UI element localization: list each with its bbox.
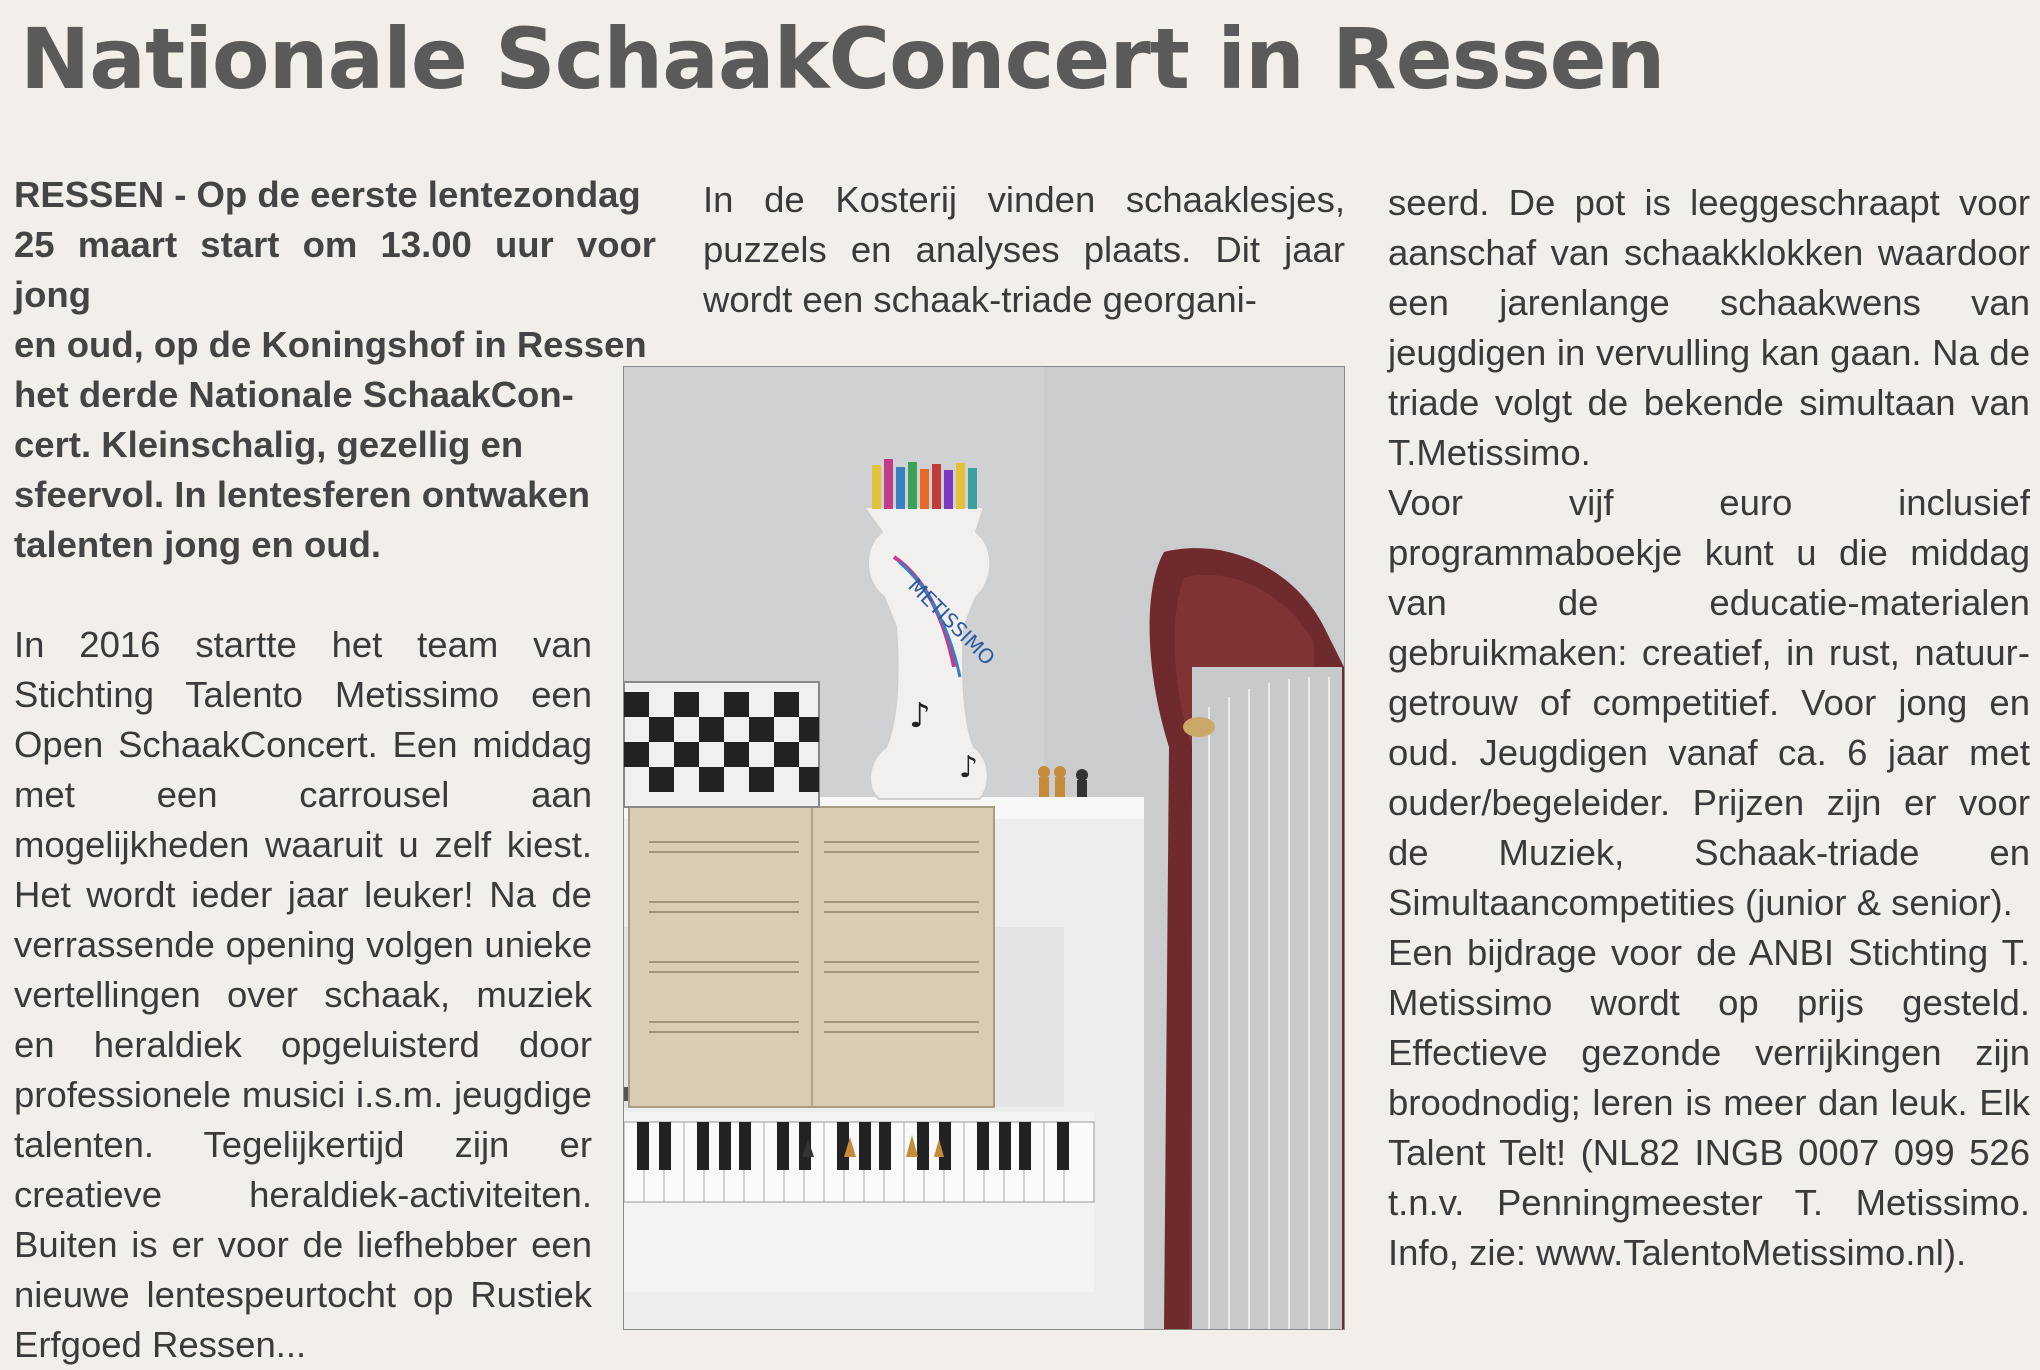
lead-line: het derde Nationale SchaakCon- <box>14 374 574 415</box>
article-photo <box>623 366 1345 1330</box>
pawns <box>1038 766 1088 797</box>
lead-line: RESSEN - Op de eerste lentezondag <box>14 174 641 215</box>
body-paragraph: seerd. De pot is leeggeschraapt voor aanschaf van schaakklokken waardoor een jarenlange schaakwens van jeugdigen in vervulling kan gaan. Na de triade volgt de bekende simultaan van T.Metissimo. <box>1388 182 2030 473</box>
lead-line: 25 maart start om 13.00 uur voor jong <box>14 224 656 315</box>
vase-lettering: METISSIMO <box>903 573 1000 670</box>
svg-text:♪: ♪ <box>959 750 979 785</box>
lead-line: sfeervol. In lentesferen ontwaken <box>14 474 591 515</box>
chess-board <box>624 682 819 807</box>
column-2 <box>703 175 1345 325</box>
body-paragraph: In de Kosterij vinden schaaklesjes, puzzels en analyses plaats. Dit jaar wordt een schaak-triade georgani- <box>703 179 1345 320</box>
lead-line: talenten jong en oud. <box>14 524 382 565</box>
body-paragraph: In 2016 startte het team van Stichting Talento Metissimo een Open SchaakConcert. Een middag met een carrousel aan mogelijkheden waaruit u zelf kiest. Het wordt ieder jaar leuker! Na de verrassende opening volgen unieke vertellingen over schaak, muziek en heraldiek opgeluisterd door professionele musici i.s.m. jeugdige talenten. Tegelijkertijd zijn er creatieve heraldiek-activiteiten. Buiten is er voor de liefhebber een nieuwe lentespeurtocht op Rustiek Erfgoed Ressen... <box>14 624 592 1365</box>
article-headline: Nationale SchaakConcert in Ressen <box>20 10 1665 108</box>
column-1 <box>14 170 656 1370</box>
lead-line: en oud, op de Koningshof in Ressen <box>14 324 647 365</box>
piano-keys <box>624 1122 1094 1202</box>
harp <box>1150 548 1344 1329</box>
sheet-music <box>629 807 994 1107</box>
lead-line: cert. Kleinschalig, gezellig en <box>14 424 524 465</box>
column-3 <box>1388 178 2030 1278</box>
svg-text:♪: ♪ <box>909 696 931 736</box>
body-paragraph: Voor vijf euro inclusief programmaboekje kunt u die middag van de educatie-materialen gebruikmaken: creatief, in rust, natuur-getrouw of competitief. Voor jong en oud. Jeugdigen vanaf ca. 6 jaar met ouder/begeleider. Prijzen zijn er voor de Muziek, Schaak-triade en Simultaancompetities (junior & senior). <box>1388 482 2030 923</box>
piano-chess-harp-illustration <box>624 367 1344 1329</box>
body-paragraph: Een bijdrage voor de ANBI Stichting T. Metissimo wordt op prijs gesteld. Effectieve gezonde verrijkingen zijn broodnodig; leren is meer dan leuk. Elk Talent Telt! (NL82 INGB 0007 099 526 t.n.v. Penningmeester T. Metissimo. Info, zie: www.TalentoMetissimo.nl). <box>1388 932 2030 1273</box>
